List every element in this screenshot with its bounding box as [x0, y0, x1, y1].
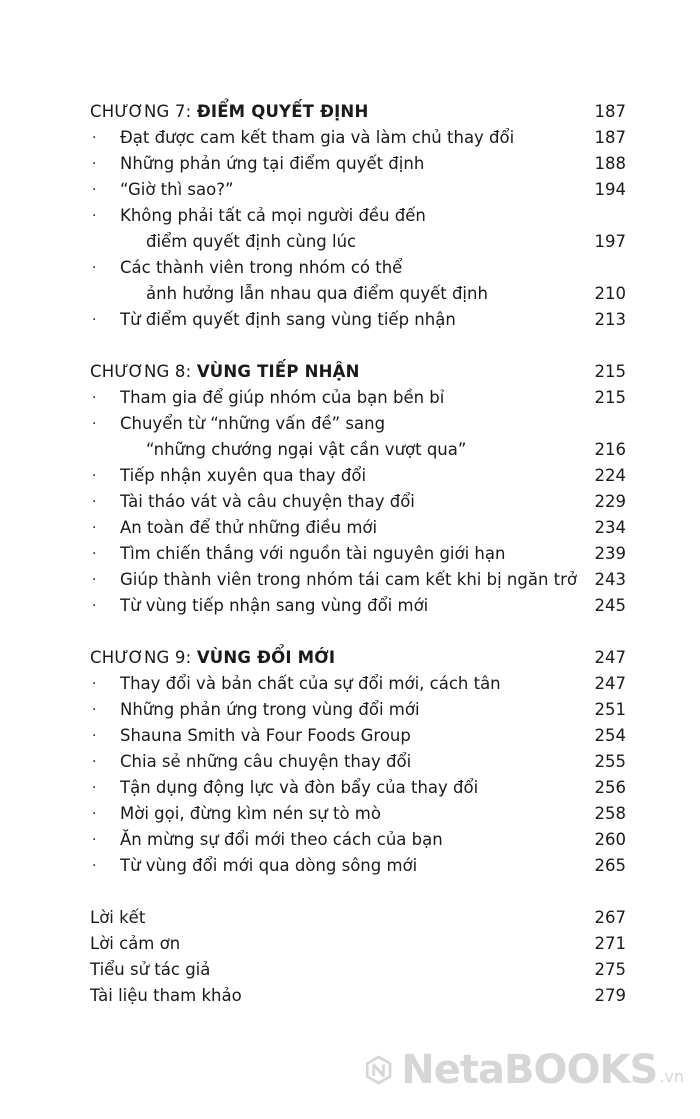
chapter-name: VÙNG ĐỔI MỚI	[196, 648, 336, 667]
bullet-icon: ·	[92, 546, 97, 562]
watermark-text: NetaBOOKS	[401, 1047, 658, 1093]
entry-text: Lời cảm ơn	[90, 934, 181, 953]
page-number: 215	[594, 388, 626, 407]
page-number: 243	[594, 570, 626, 589]
bullet-icon: ·	[92, 676, 97, 692]
bullet-icon: ·	[92, 390, 97, 406]
page-number: 213	[594, 310, 626, 329]
entry-text: Không phải tất cả mọi người đều đến	[120, 206, 426, 225]
page-number: 224	[594, 466, 626, 485]
back-matter-entry	[0, 983, 700, 1009]
bullet-icon: ·	[92, 780, 97, 796]
bullet-icon: ·	[92, 208, 97, 224]
chapter-title	[90, 99, 368, 125]
toc-entry	[0, 593, 700, 619]
toc-entry	[0, 489, 700, 515]
page-number: 216	[594, 440, 626, 459]
toc-entry	[0, 177, 700, 203]
entry-text: Những phản ứng trong vùng đổi mới	[120, 700, 420, 719]
back-matter-entry	[0, 931, 700, 957]
entry-text: Shauna Smith và Four Foods Group	[120, 726, 411, 745]
bullet-icon: ·	[92, 312, 97, 328]
entry-text: Tiếp nhận xuyên qua thay đổi	[120, 466, 367, 485]
entry-text: An toàn để thử những điều mới	[120, 518, 378, 537]
watermark	[364, 1040, 684, 1100]
entry-text: Những phản ứng tại điểm quyết định	[120, 154, 425, 173]
bullet-icon: ·	[92, 156, 97, 172]
page-number: 210	[594, 284, 626, 303]
bullet-icon: ·	[92, 702, 97, 718]
entry-text: Giúp thành viên trong nhóm tái cam kết khi bị ngăn trở	[120, 570, 578, 589]
entry-text: Lời kết	[90, 908, 146, 927]
toc-entry	[0, 827, 700, 853]
chapter-name: VÙNG TIẾP NHẬN	[196, 362, 360, 381]
page-number: 251	[594, 700, 626, 719]
bullet-icon: ·	[92, 520, 97, 536]
entry-text: Mời gọi, đừng kìm nén sự tò mò	[120, 804, 381, 823]
page-number: 279	[594, 986, 626, 1005]
entry-text: Tài tháo vát và câu chuyện thay đổi	[120, 492, 415, 511]
toc-entry	[0, 801, 700, 827]
back-matter-entry	[0, 957, 700, 983]
entry-text: Chuyển từ “những vấn đề” sang	[120, 414, 386, 433]
toc-entry	[0, 385, 700, 411]
chapter-number: CHƯƠNG 7:	[90, 102, 197, 121]
chapter-heading	[0, 359, 700, 385]
page-number: 194	[594, 180, 626, 199]
bullet-icon: ·	[92, 494, 97, 510]
toc-entry	[0, 151, 700, 177]
page-number: 247	[594, 674, 626, 693]
toc-entry	[0, 775, 700, 801]
entry-text: Tận dụng động lực và đòn bẩy của thay đổi	[120, 778, 479, 797]
toc-entry	[0, 515, 700, 541]
bullet-icon: ·	[92, 598, 97, 614]
toc-entry	[0, 307, 700, 333]
toc-entry	[0, 671, 700, 697]
entry-text: Tài liệu tham khảo	[90, 986, 242, 1005]
toc-entry	[0, 255, 700, 281]
toc-entry	[0, 567, 700, 593]
entry-text: điểm quyết định cùng lúc	[146, 232, 357, 251]
page-number: 255	[594, 752, 626, 771]
page-number: 258	[594, 804, 626, 823]
page-number: 215	[594, 362, 626, 381]
page-number: 265	[594, 856, 626, 875]
entry-text: ảnh hưởng lẫn nhau qua điểm quyết định	[146, 284, 488, 303]
toc-entry	[0, 723, 700, 749]
bullet-icon: ·	[92, 416, 97, 432]
page-number: 260	[594, 830, 626, 849]
back-matter-entry	[0, 905, 700, 931]
bullet-icon: ·	[92, 130, 97, 146]
page-number: 245	[594, 596, 626, 615]
bullet-icon: ·	[92, 572, 97, 588]
page-number: 271	[594, 934, 626, 953]
chapter-name: ĐIỂM QUYẾT ĐỊNH	[196, 102, 369, 121]
bullet-icon: ·	[92, 806, 97, 822]
watermark-suffix: .vn	[659, 1066, 684, 1086]
bullet-icon: ·	[92, 754, 97, 770]
page-number: 187	[594, 128, 626, 147]
entry-text: Ăn mừng sự đổi mới theo cách của bạn	[120, 830, 443, 849]
chapter-number: CHƯƠNG 8:	[90, 362, 197, 381]
chapter-title	[90, 645, 335, 671]
toc-entry	[0, 541, 700, 567]
page-number: 256	[594, 778, 626, 797]
bullet-icon: ·	[92, 182, 97, 198]
entry-text: Tìm chiến thắng với nguồn tài nguyên giới hạn	[120, 544, 506, 563]
entry-text: Từ vùng tiếp nhận sang vùng đổi mới	[120, 596, 429, 615]
entry-text: “Giờ thì sao?”	[120, 180, 234, 199]
entry-text: “những chướng ngại vật cần vượt qua”	[146, 440, 467, 459]
page-number: 267	[594, 908, 626, 927]
page-number: 234	[594, 518, 626, 537]
bullet-icon: ·	[92, 858, 97, 874]
entry-text: Tham gia để giúp nhóm của bạn bền bỉ	[120, 388, 445, 407]
toc-entry	[0, 697, 700, 723]
entry-text: Tiểu sử tác giả	[90, 960, 211, 979]
chapter-number: CHƯƠNG 9:	[90, 648, 197, 667]
entry-text: Từ vùng đổi mới qua dòng sông mới	[120, 856, 418, 875]
page-number: 275	[594, 960, 626, 979]
chapter-heading	[0, 99, 700, 125]
toc-entry	[0, 411, 700, 437]
toc-entry	[0, 229, 700, 255]
entry-text: Thay đổi và bản chất của sự đổi mới, cách tân	[120, 674, 501, 693]
entry-text: Đạt được cam kết tham gia và làm chủ thay đổi	[120, 128, 515, 147]
toc-entry	[0, 203, 700, 229]
bullet-icon: ·	[92, 260, 97, 276]
toc-entry	[0, 853, 700, 879]
page-number: 188	[594, 154, 626, 173]
chapter-heading	[0, 645, 700, 671]
page-number: 239	[594, 544, 626, 563]
entry-text: Chia sẻ những câu chuyện thay đổi	[120, 752, 412, 771]
entry-text: Từ điểm quyết định sang vùng tiếp nhận	[120, 310, 456, 329]
chapter-title	[90, 359, 360, 385]
bullet-icon: ·	[92, 728, 97, 744]
toc-entry	[0, 281, 700, 307]
toc-entry	[0, 125, 700, 151]
page-number: 229	[594, 492, 626, 511]
page-number: 197	[594, 232, 626, 251]
bullet-icon: ·	[92, 832, 97, 848]
toc-entry	[0, 437, 700, 463]
page-number: 254	[594, 726, 626, 745]
netabooks-logo	[364, 1043, 393, 1097]
bullet-icon: ·	[92, 468, 97, 484]
page-number: 247	[594, 648, 626, 667]
entry-text: Các thành viên trong nhóm có thể	[120, 258, 403, 277]
toc-entry	[0, 749, 700, 775]
toc-entry	[0, 463, 700, 489]
page-number: 187	[594, 102, 626, 121]
